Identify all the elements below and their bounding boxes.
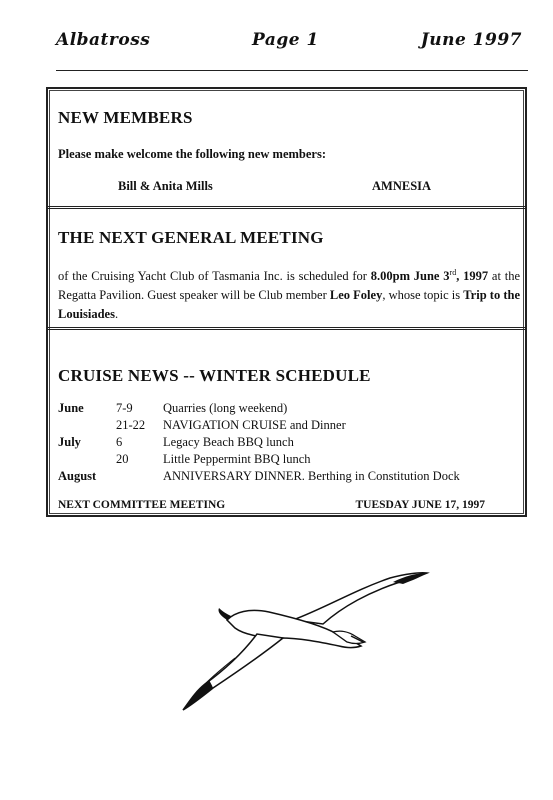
meeting-topic: Trip to the Louisiades: [58, 288, 520, 321]
schedule-row: [58, 401, 518, 418]
schedule-date: 7-9: [116, 401, 133, 415]
albatross-bird-icon: [165, 568, 485, 718]
schedule-month: July: [58, 435, 81, 449]
newsletter-name: Albatross: [56, 30, 151, 50]
schedule-event: Little Peppermint BBQ lunch: [163, 452, 311, 466]
schedule-date: 21-22: [116, 418, 146, 432]
schedule-row: [58, 435, 518, 452]
schedule-event: Quarries (long weekend): [163, 401, 288, 415]
meeting-text-part: .: [114, 307, 119, 321]
header-rule: [56, 70, 528, 71]
meeting-year: 1997: [463, 269, 489, 283]
schedule-month: June: [58, 401, 84, 415]
committee-meeting-label: NEXT COMMITTEE MEETING: [58, 499, 226, 511]
meeting-text-part: , whose topic is: [382, 288, 464, 302]
newsletter-frame: [46, 87, 527, 517]
section-divider: [48, 206, 525, 209]
cruise-title: CRUISE NEWS -- WINTER SCHEDULE: [58, 366, 371, 385]
new-members-welcome: Please make welcome the following new members:: [58, 147, 326, 161]
meeting-text-part: at the Regatta Pavilion. Guest speaker will be Club member: [58, 269, 520, 302]
meeting-time-suffix: rd: [449, 267, 457, 277]
meeting-time: 8.00pm June 3: [370, 269, 450, 283]
cruise-schedule: [58, 401, 518, 486]
committee-meeting-date: TUESDAY JUNE 17, 1997: [355, 499, 485, 511]
issue-date: June 1997: [420, 30, 522, 50]
schedule-event: ANNIVERSARY DINNER. Berthing in Constitution Dock: [163, 469, 460, 483]
new-members-title: NEW MEMBERS: [58, 108, 193, 127]
schedule-event: NAVIGATION CRUISE and Dinner: [163, 418, 346, 432]
meeting-speaker: Leo Foley: [329, 288, 383, 302]
section-divider: [48, 327, 525, 330]
page-header: [52, 30, 522, 56]
member-name: Bill & Anita Mills: [118, 179, 213, 193]
schedule-row: [58, 452, 518, 469]
schedule-date: 6: [116, 435, 123, 449]
page-number: Page 1: [252, 30, 319, 50]
meeting-paragraph: [58, 267, 520, 324]
meeting-title: THE NEXT GENERAL MEETING: [58, 228, 324, 247]
schedule-date: 20: [116, 452, 129, 466]
schedule-event: Legacy Beach BBQ lunch: [163, 435, 294, 449]
schedule-row: [58, 418, 518, 435]
schedule-month: August: [58, 469, 97, 483]
schedule-row: [58, 469, 518, 486]
member-boat: AMNESIA: [372, 179, 432, 193]
meeting-comma: ,: [456, 269, 460, 283]
meeting-text-part: of the Cruising Yacht Club of Tasmania Inc. is scheduled for: [58, 269, 371, 283]
